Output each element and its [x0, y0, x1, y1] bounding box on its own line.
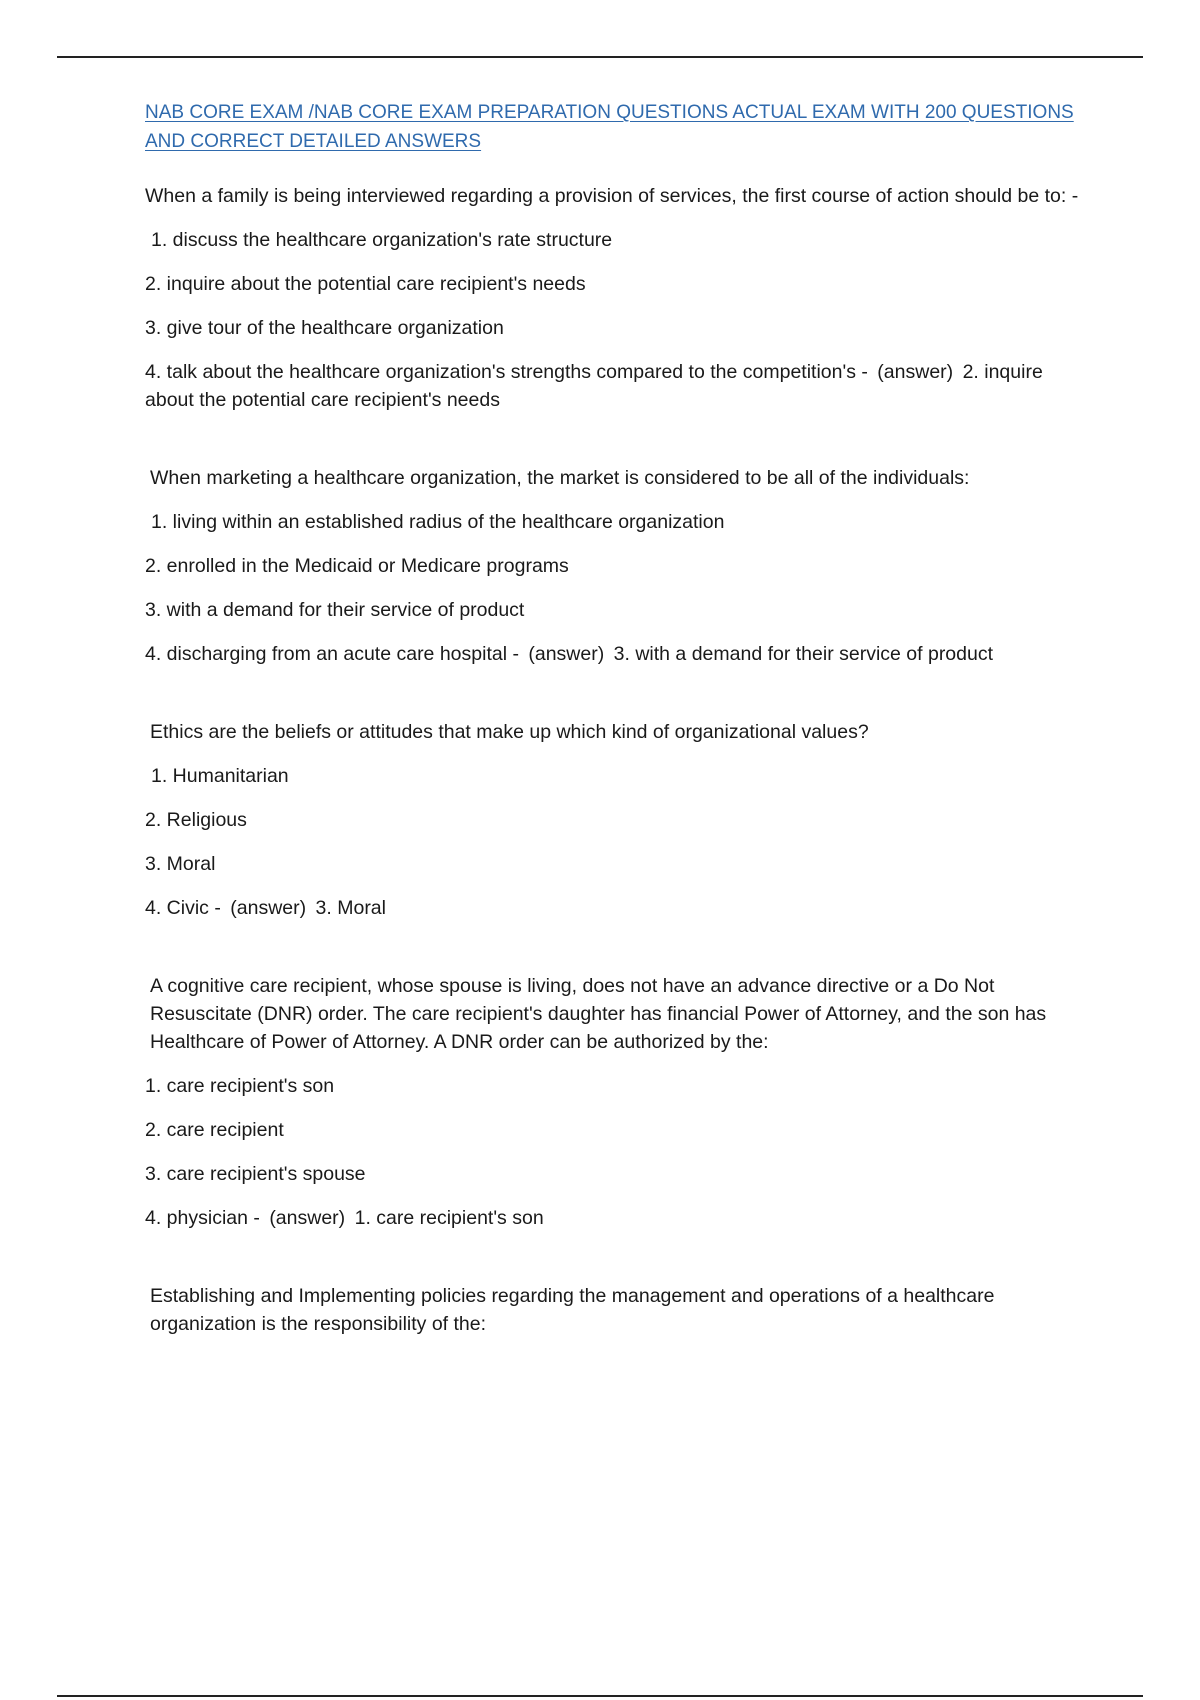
option-3: 3. give tour of the healthcare organization: [145, 317, 504, 339]
correct-answer: 2. inquire about the potential care recipient's needs: [145, 361, 1043, 411]
option-2: 2. inquire about the potential care recipient's needs: [145, 273, 586, 295]
option-4-with-answer: [145, 358, 1085, 414]
document-title[interactable]: NAB CORE EXAM /NAB CORE EXAM PREPARATION QUESTIONS ACTUAL EXAM WITH 200 QUESTIONS AND CORRECT DETAILED ANSWERS: [145, 102, 1074, 152]
option-3: 3. care recipient's spouse: [145, 1163, 366, 1185]
option-4-with-answer: [145, 640, 1085, 668]
option-4-with-answer: [145, 1204, 1085, 1232]
option-1: 1. Humanitarian: [151, 765, 289, 787]
question-4: [145, 972, 1085, 1232]
answer-label: (answer): [269, 1207, 346, 1229]
correct-answer: 3. Moral: [315, 897, 386, 919]
answer-label: (answer): [877, 361, 954, 383]
answer-options: [145, 226, 1085, 414]
option-3: 3. Moral: [145, 853, 216, 875]
bottom-rule: [57, 1695, 1143, 1697]
option-4: 4. talk about the healthcare organization's strengths compared to the competition's -: [145, 361, 868, 383]
question-stem: Ethics are the beliefs or attitudes that make up which kind of organizational values?: [150, 721, 869, 743]
answer-options: [145, 508, 1085, 668]
option-2: 2. enrolled in the Medicaid or Medicare programs: [145, 555, 569, 577]
answer-options: [145, 762, 1085, 922]
answer-label: (answer): [230, 897, 307, 919]
question-stem: When marketing a healthcare organization, the market is considered to be all of the individuals:: [150, 467, 970, 489]
option-4: 4. physician -: [145, 1207, 260, 1229]
option-3: 3. with a demand for their service of product: [145, 599, 525, 621]
option-2: 2. Religious: [145, 809, 247, 831]
question-3: [145, 718, 1085, 922]
option-4: 4. discharging from an acute care hospital -: [145, 643, 519, 665]
question-1: [145, 182, 1085, 414]
option-1: 1. care recipient's son: [145, 1075, 335, 1097]
answer-label: (answer): [528, 643, 605, 665]
question-2: [145, 464, 1085, 668]
question-stem: A cognitive care recipient, whose spouse is living, does not have an advance directive or a Do Not Resuscitate (DNR) order. The care recipient's daughter has financial Power of Attorney, and the son has Healthcare of Power of Attorney. A DNR order can be authorized by the:: [150, 975, 1047, 1053]
option-4: 4. Civic -: [145, 897, 221, 919]
question-stem: Establishing and Implementing policies regarding the management and operations of a healthcare organization is the responsibility of the:: [150, 1285, 995, 1335]
correct-answer: 3. with a demand for their service of product: [613, 643, 994, 665]
question-5: [145, 1282, 1085, 1338]
top-rule: [57, 56, 1143, 58]
option-1: 1. living within an established radius of the healthcare organization: [151, 511, 725, 533]
option-2: 2. care recipient: [145, 1119, 284, 1141]
correct-answer: 1. care recipient's son: [354, 1207, 544, 1229]
question-stem: When a family is being interviewed regarding a provision of services, the first course of action should be to: -: [145, 185, 1079, 207]
option-1: 1. discuss the healthcare organization's rate structure: [151, 229, 613, 251]
document-body: [145, 98, 1085, 1354]
option-4-with-answer: [145, 894, 1085, 922]
answer-options: [145, 1072, 1085, 1232]
